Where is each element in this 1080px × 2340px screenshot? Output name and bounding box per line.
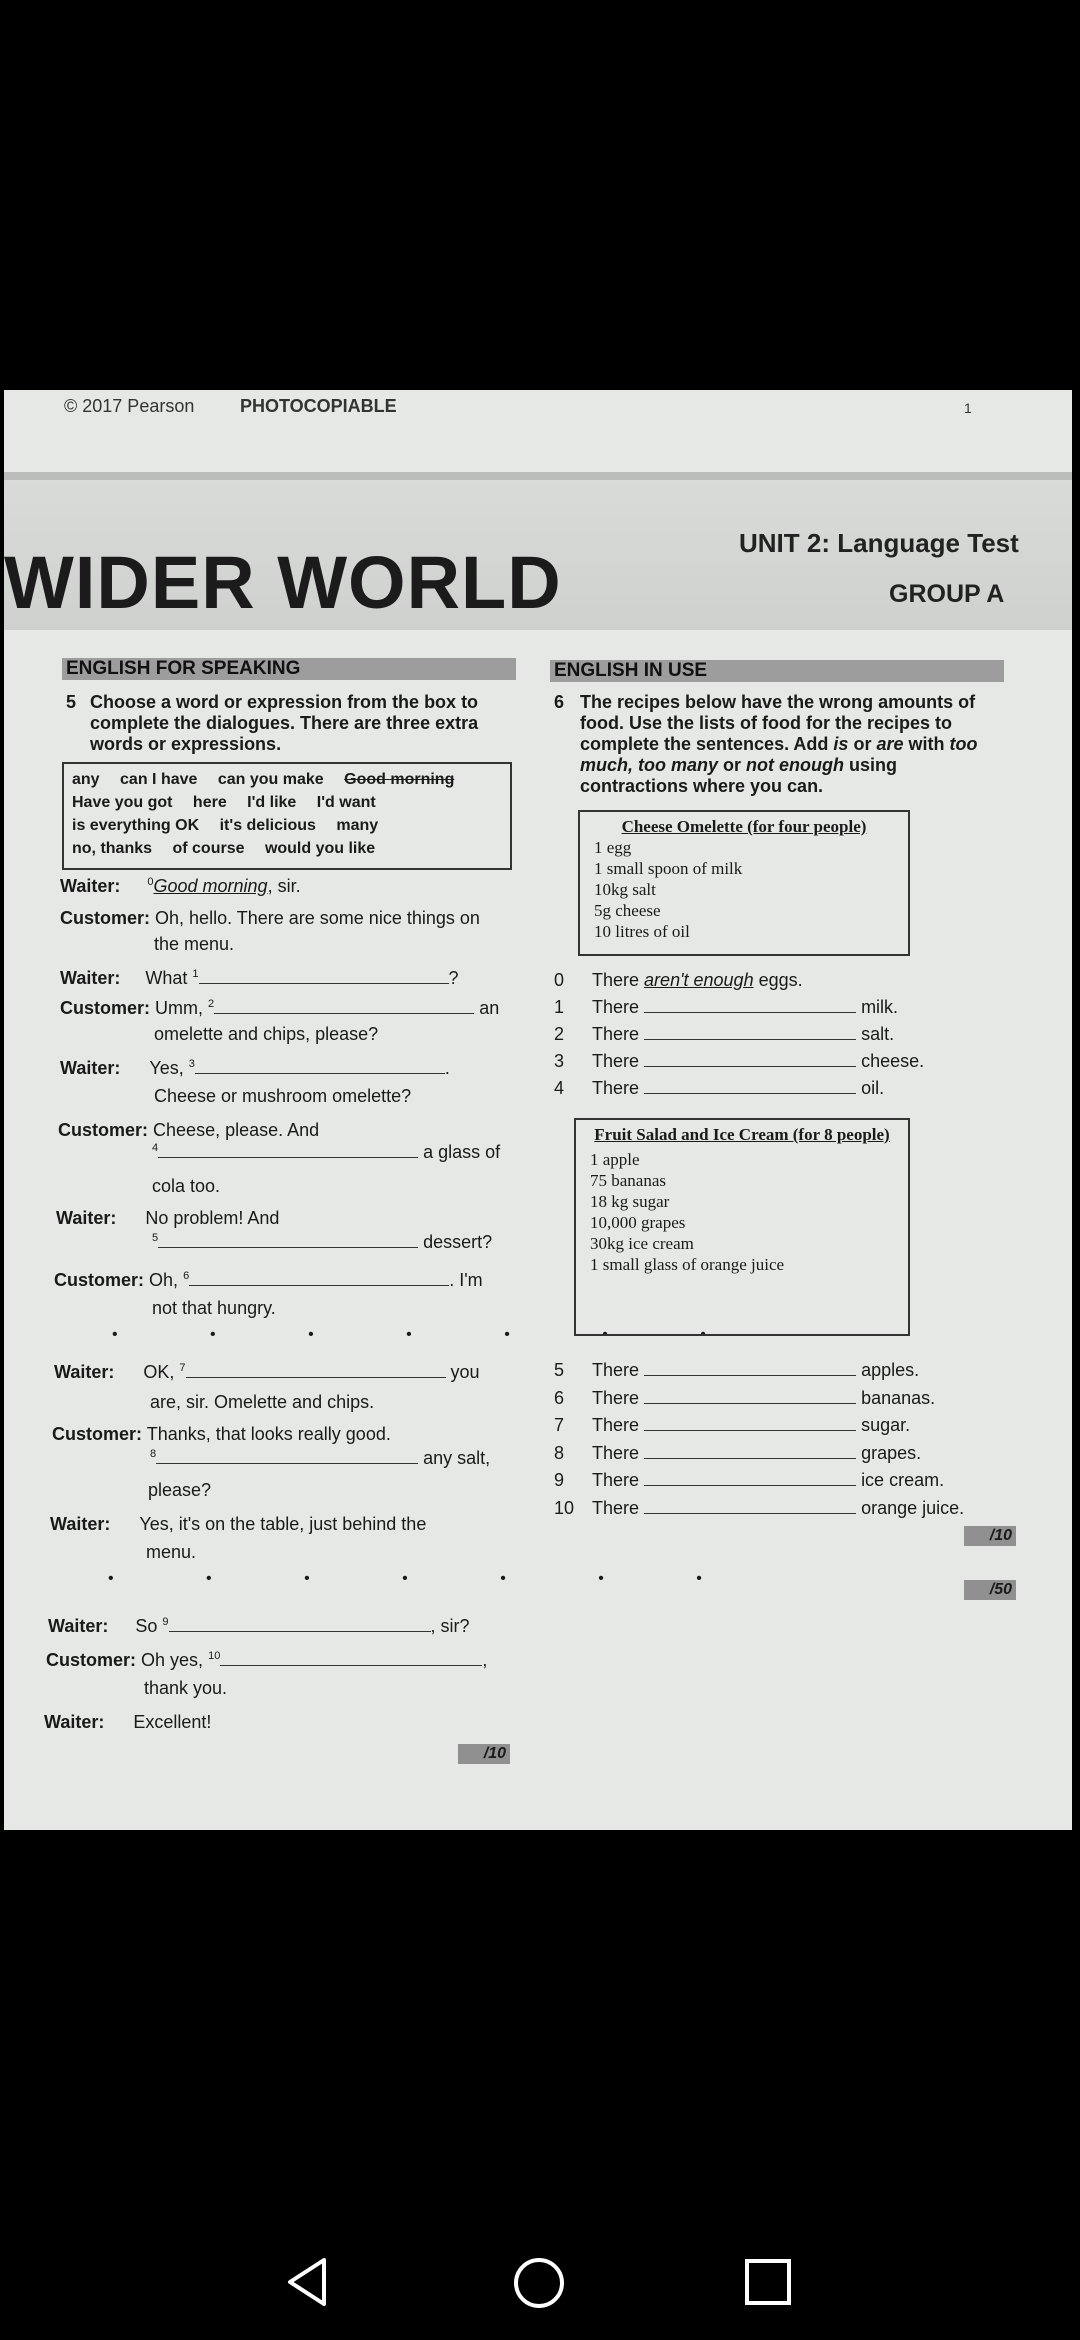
dialogue-line: Waiter: OK, $^7$ you: [54, 1362, 480, 1382]
home-icon[interactable]: [512, 2256, 566, 2310]
answer-blank[interactable]: [644, 998, 856, 1013]
recipe-box-omelette: Cheese Omelette (for four people) 1 egg 1 small spoon of milk 10kg salt 5g cheese 10 litres of oil: [578, 810, 910, 956]
exercise-item: 1 There milk.: [554, 997, 899, 1017]
recipe-title: Fruit Salad and Ice Cream (for 8 people): [594, 1125, 890, 1144]
test-page: [4, 390, 1072, 1830]
word-option: can I have: [120, 771, 198, 788]
answer-blank-4[interactable]: [158, 1143, 418, 1158]
dialogue-line: Waiter: What $^1$ ?: [60, 968, 459, 988]
word-option: here: [192, 794, 227, 811]
recents-icon[interactable]: [744, 2258, 792, 2306]
exercise-item: 2 There salt.: [554, 1024, 895, 1044]
word-option: I'd want: [316, 794, 376, 811]
score-box-total: /50: [964, 1580, 1016, 1600]
exercise-5-instruction: Choose a word or expression from the box to complete the dialogues. There are three extra words or expressions.: [90, 692, 479, 754]
dialogue-line-cont: $^5$ dessert?: [152, 1232, 493, 1252]
dialogue-line: Waiter: $^0$Good morning, sir.: [60, 876, 301, 896]
back-icon[interactable]: [284, 2256, 328, 2308]
answer-blank[interactable]: [644, 1416, 856, 1431]
dialogue-line-cont: menu.: [146, 1542, 197, 1562]
answer-blank-6[interactable]: [189, 1271, 449, 1286]
word-box-row: [72, 791, 502, 814]
dialogue-line-cont: please?: [148, 1480, 212, 1500]
recipe-title: Cheese Omelette (for four people): [621, 817, 867, 836]
dialogue-line-cont: $^4$ a glass of: [152, 1142, 501, 1162]
word-box-row: [72, 837, 502, 860]
separator-dots: • • • • • • •: [108, 1570, 746, 1587]
separator-dots: • • • • • • •: [112, 1326, 750, 1343]
answer-blank-1[interactable]: [199, 969, 449, 984]
answer-blank[interactable]: [644, 1499, 856, 1514]
dialogue-line-cont: the menu.: [154, 934, 235, 954]
section-heading-use: ENGLISH IN USE: [550, 660, 1004, 682]
word-option: any: [72, 771, 100, 788]
score-box-use: /10: [964, 1526, 1016, 1546]
exercise-item: 10 There orange juice.: [554, 1497, 965, 1518]
word-option-struck: Good morning: [344, 771, 455, 788]
answer-blank[interactable]: [644, 1079, 856, 1094]
group-label: GROUP A: [889, 580, 1005, 608]
exercise-item: 0 There aren't enough eggs.: [554, 970, 803, 990]
exercise-item: 3 There cheese.: [554, 1051, 925, 1071]
copyright-text: © 2017 Pearson: [64, 396, 195, 416]
exercise-item: 8 There grapes.: [554, 1442, 922, 1463]
word-option: would you like: [264, 840, 376, 857]
answer-blank[interactable]: [644, 1389, 856, 1404]
exercise-item: 4 There oil.: [554, 1078, 885, 1098]
dialogue-line: Customer: Oh, hello. There are some nice things on: [60, 908, 480, 928]
answer-blank-5[interactable]: [158, 1233, 418, 1248]
dialogue-line-cont: are, sir. Omelette and chips.: [150, 1392, 375, 1412]
android-nav-bar: [0, 2200, 1080, 2340]
answer-blank-8[interactable]: [156, 1449, 418, 1464]
answer-blank-2[interactable]: [214, 999, 474, 1014]
word-box-row: [72, 814, 502, 837]
dialogue-line: Waiter: No problem! And: [56, 1208, 280, 1228]
exercise-item: 6 There bananas.: [554, 1387, 936, 1408]
unit-title: UNIT 2: Language Test: [739, 528, 1019, 558]
dialogue-line-cont: cola too.: [152, 1176, 221, 1196]
answer-blank[interactable]: [644, 1444, 856, 1459]
word-option: is everything OK: [72, 817, 200, 834]
dialogue-line-cont: Cheese or mushroom omelette?: [154, 1086, 412, 1106]
dialogue-line: Waiter: Yes, it's on the table, just behind the: [50, 1514, 427, 1534]
page-number: 1: [964, 400, 972, 416]
word-option: Have you got: [72, 794, 173, 811]
section-heading-speaking: ENGLISH FOR SPEAKING: [62, 658, 516, 680]
word-option: no, thanks: [72, 840, 153, 857]
photocopiable-label: PHOTOCOPIABLE: [240, 396, 397, 416]
exercise-item: 5 There apples.: [554, 1360, 920, 1380]
dialogue-line-cont: omelette and chips, please?: [154, 1024, 379, 1044]
dialogue-line-cont: not that hungry.: [152, 1298, 276, 1318]
dialogue-line: Waiter: So $^9$ , sir?: [48, 1616, 470, 1636]
dialogue-line-cont: $^8$ any salt,: [150, 1448, 491, 1468]
score-box-speaking: /10: [458, 1744, 510, 1764]
dialogue-line: Customer: Oh yes, $^{10}$ ,: [46, 1650, 488, 1670]
word-box-row: [72, 768, 502, 791]
exercise-number-5: 5: [66, 692, 77, 712]
dialogue-line: Customer: Oh, $^6$ . I'm: [54, 1270, 483, 1290]
word-option: I'd like: [247, 794, 297, 811]
answer-blank-10[interactable]: [220, 1651, 482, 1666]
answer-blank-9[interactable]: [169, 1617, 431, 1632]
answer-blank[interactable]: [644, 1361, 856, 1376]
dialogue-line-cont: thank you.: [144, 1678, 228, 1698]
word-option: many: [336, 817, 379, 834]
word-option: of course: [172, 840, 245, 857]
answer-blank[interactable]: [644, 1052, 856, 1067]
dialogue-line: Customer: Umm, $^2$ an: [60, 998, 500, 1018]
answer-blank[interactable]: [644, 1471, 856, 1486]
wider-world-logo: WIDER WORLD: [4, 541, 562, 624]
word-option: it's delicious: [219, 817, 316, 834]
recipe-box-fruit-salad: Fruit Salad and Ice Cream (for 8 people) 1 apple 75 bananas 18 kg sugar 10,000 grapes 30kg ice cream 1 small glass of orange juice: [574, 1118, 910, 1336]
dialogue-line: Waiter: Yes, $^3$ .: [60, 1058, 450, 1078]
exercise-number-6: 6: [554, 692, 565, 712]
dialogue-line: Customer: Cheese, please. And: [58, 1120, 320, 1140]
word-box: [62, 762, 512, 870]
answer-blank-7[interactable]: [186, 1363, 446, 1378]
exercise-item: 7 There sugar.: [554, 1415, 911, 1435]
exercise-item: 9 There ice cream.: [554, 1470, 945, 1490]
exercise-6-instruction: The recipes below have the wrong amounts of food. Use the lists of food for the recipes to complete the sentences. Add is or are with too much, too many or not enough using contractions where you can.: [580, 692, 978, 796]
dialogue-line: Customer: Thanks, that looks really good.: [52, 1424, 391, 1444]
word-option: can you make: [217, 771, 324, 788]
dialogue-line: Waiter: Excellent!: [44, 1712, 212, 1732]
answer-blank[interactable]: [644, 1025, 856, 1040]
answer-blank-3[interactable]: [195, 1059, 445, 1074]
